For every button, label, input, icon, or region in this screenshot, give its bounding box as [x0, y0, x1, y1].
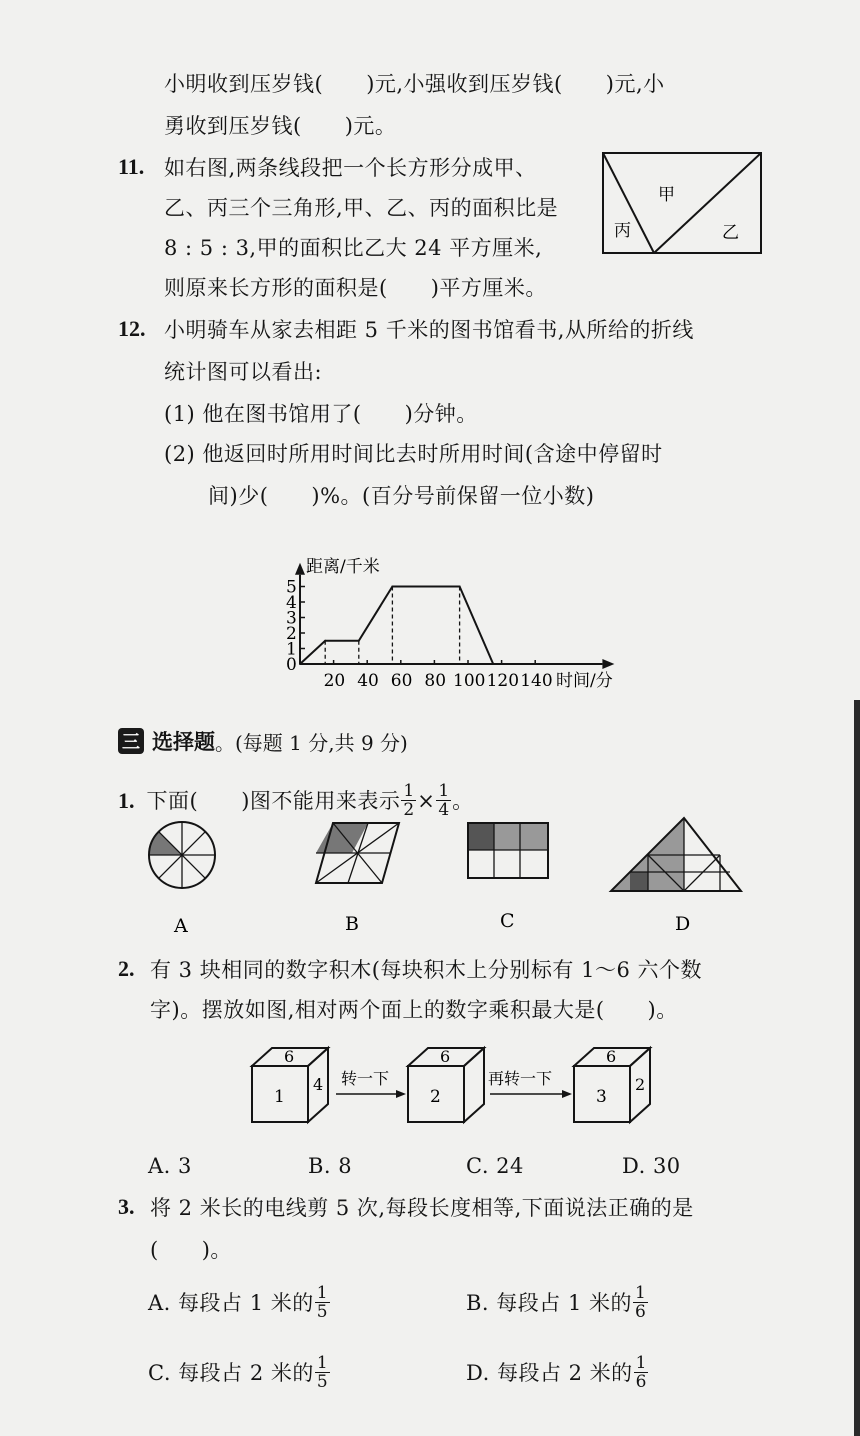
cube-1-top: 6 — [284, 1047, 295, 1066]
frac-num: 1 — [635, 1353, 647, 1373]
option-b-label: B — [345, 913, 359, 935]
q11-line1: 如右图,两条线段把一个长方形分成甲、 — [164, 156, 537, 180]
y-tick-label: 3 — [286, 608, 297, 629]
frac-num: 1 — [403, 781, 415, 801]
c2-option-d: D. 30 — [622, 1154, 681, 1178]
c3-option-c — [148, 1354, 331, 1391]
distance-time-line-chart — [276, 546, 646, 696]
cube-3 — [574, 1047, 650, 1122]
section-header — [118, 726, 408, 756]
chart-ylabel: 距离/千米 — [306, 557, 380, 577]
cube-3-front: 3 — [596, 1087, 607, 1107]
cube-2-front: 2 — [430, 1087, 441, 1107]
frac-den: 4 — [438, 800, 450, 820]
frac-num: 1 — [438, 781, 450, 801]
frac-den: 5 — [316, 1302, 328, 1322]
option-label: D. 每段占 2 米的 — [466, 1360, 633, 1385]
section-title: 选择题 — [152, 729, 215, 754]
frac-den: 2 — [403, 800, 415, 820]
data-point — [299, 663, 301, 665]
figure-d-triangle — [611, 818, 741, 891]
q12-sub1: (1) 他在图书馆用了( )分钟。 — [164, 402, 478, 426]
frac-den: 6 — [635, 1302, 646, 1322]
option-c-label: C — [500, 910, 515, 932]
rectangle-triangles-figure — [598, 150, 768, 260]
x-tick-label: 140 — [520, 671, 553, 691]
times-sign: × — [417, 788, 436, 813]
q12-number: 12. — [118, 316, 146, 341]
figure-c-grid — [468, 823, 548, 878]
dice-figure — [244, 1040, 674, 1130]
section-note: 。(每题 1 分,共 9 分) — [215, 730, 408, 755]
series-line — [300, 587, 493, 665]
option-d-label: D — [675, 913, 691, 935]
q12-line1: 小明骑车从家去相距 5 千米的图书馆看书,从所给的折线 — [164, 318, 694, 342]
x-tick-label: 100 — [453, 671, 486, 691]
q11-line3: 8 : 5 : 3,甲的面积比乙大 24 平方厘米, — [164, 236, 543, 260]
c2-option-c: C. 24 — [466, 1154, 524, 1178]
c3-line2: ( )。 — [150, 1238, 232, 1262]
cube-1 — [252, 1047, 328, 1122]
page-edge-shadow — [854, 700, 860, 1436]
frac-num: 1 — [316, 1283, 328, 1303]
q11-number: 11. — [118, 154, 145, 179]
y-tick-label: 1 — [286, 639, 297, 660]
c1-number: 1. — [118, 787, 135, 813]
q10-line1: 小明收到压岁钱( )元,小强收到压岁钱( )元,小 — [164, 72, 665, 96]
option-label: C. 每段占 2 米的 — [148, 1360, 314, 1385]
y-tick-label: 0 — [286, 655, 297, 675]
cube-1-front: 1 — [274, 1087, 285, 1107]
c3-option-b — [466, 1284, 649, 1321]
x-tick-label: 120 — [486, 671, 520, 691]
y-axis-arrow — [295, 563, 305, 575]
option-frac — [315, 1354, 330, 1391]
frac-num: 1 — [316, 1353, 328, 1373]
y-tick-label: 4 — [286, 593, 297, 613]
arrow1-label: 转一下 — [341, 1069, 390, 1088]
figure-b-parallelogram — [316, 823, 399, 883]
figure-a-circle — [149, 822, 215, 888]
c1-text-before: 下面( )图不能用来表示 — [146, 788, 401, 813]
cube-2-top: 6 — [440, 1047, 451, 1066]
cube-3-side: 2 — [635, 1075, 646, 1094]
frac-num: 1 — [635, 1283, 646, 1303]
c3-number: 3. — [118, 1194, 135, 1219]
q12-line2: 统计图可以看出: — [164, 360, 323, 384]
chart-xlabel: 时间/分 — [556, 671, 613, 691]
q10-line2: 勇收到压岁钱( )元。 — [164, 114, 397, 138]
q12-sub2-line1: (2) 他返回时所用时间比去时所用时间(含途中停留时 — [164, 442, 663, 466]
c3-option-d — [466, 1354, 649, 1391]
q11-line4: 则原来长方形的面积是( )平方厘米。 — [164, 276, 547, 300]
frac-den: 6 — [635, 1372, 647, 1392]
c2-option-b: B. 8 — [308, 1154, 353, 1178]
x-axis-arrow — [602, 659, 614, 669]
option-frac — [634, 1354, 649, 1391]
cube-1-side: 4 — [313, 1075, 324, 1094]
y-tick-label: 2 — [286, 624, 297, 644]
data-point — [459, 586, 461, 588]
q12-sub2-line2: 间)少( )%。(百分号前保留一位小数) — [208, 484, 595, 508]
cube-3-top: 6 — [606, 1047, 617, 1066]
section-badge: 三 — [118, 728, 144, 754]
label-jia: 甲 — [658, 185, 675, 205]
c1-figures — [140, 810, 760, 940]
frac-den: 5 — [316, 1372, 328, 1392]
label-bing: 丙 — [614, 221, 631, 241]
data-point — [492, 663, 494, 665]
y-tick-label: 5 — [286, 577, 297, 598]
q11-line2: 乙、丙三个三角形,甲、乙、丙的面积比是 — [164, 196, 559, 220]
option-a-label: A — [174, 915, 188, 937]
x-tick-label: 20 — [323, 671, 346, 691]
c2-line2: 字)。摆放如图,相对两个面上的数字乘积最大是( )。 — [150, 998, 678, 1022]
cube-2 — [408, 1047, 484, 1122]
option-frac — [315, 1284, 330, 1321]
label-yi: 乙 — [722, 223, 739, 243]
c2-number: 2. — [118, 956, 135, 981]
option-frac — [633, 1284, 648, 1321]
arrow2-label: 再转一下 — [488, 1069, 553, 1088]
option-label: B. 每段占 1 米的 — [466, 1290, 632, 1315]
c3-line1: 将 2 米长的电线剪 5 次,每段长度相等,下面说法正确的是 — [150, 1196, 694, 1220]
x-tick-label: 60 — [390, 671, 413, 691]
c3-option-a — [148, 1284, 331, 1321]
c2-option-a: A. 3 — [148, 1154, 192, 1178]
data-point — [358, 640, 360, 642]
c2-line1: 有 3 块相同的数字积木(每块积木上分别标有 1～6 六个数 — [150, 958, 702, 982]
x-tick-label: 80 — [424, 671, 447, 691]
x-tick-label: 40 — [357, 671, 379, 691]
data-point — [324, 640, 326, 642]
data-point — [391, 586, 393, 588]
option-label: A. 每段占 1 米的 — [148, 1290, 314, 1315]
c1-text-after: 。 — [452, 788, 474, 813]
